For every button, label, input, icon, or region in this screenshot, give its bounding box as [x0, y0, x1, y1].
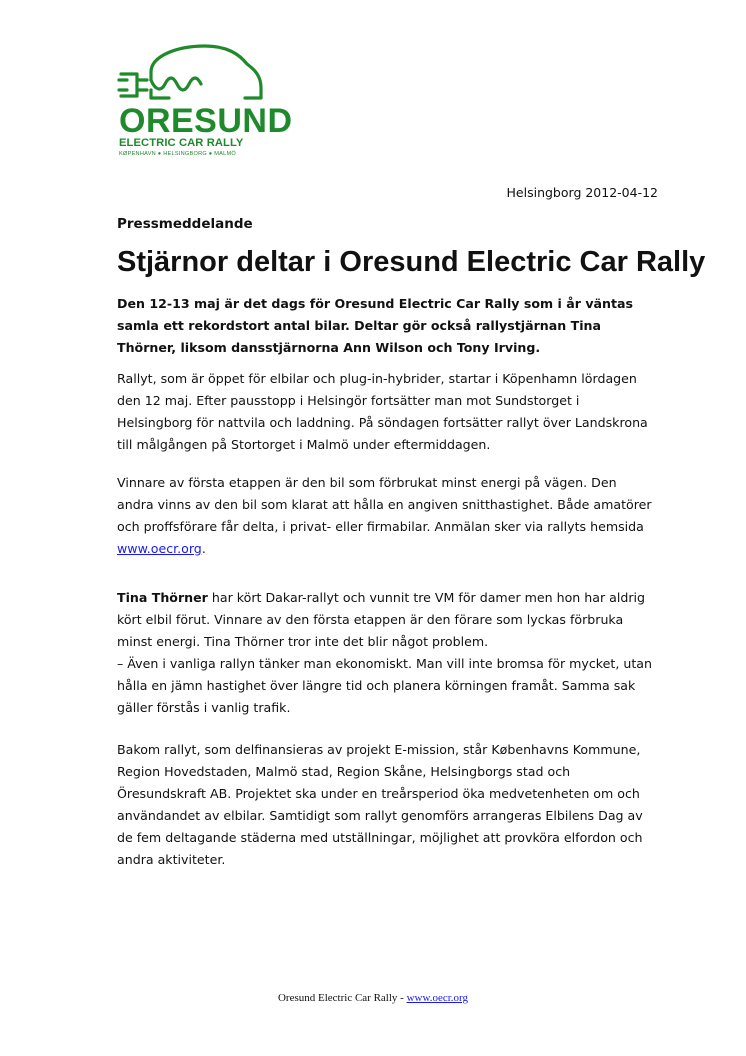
headline: Stjärnor deltar i Oresund Electric Car Rally [117, 246, 706, 278]
press-date: Helsingborg 2012-04-12 [506, 185, 658, 200]
paragraph-stages-end: . [201, 541, 206, 556]
paragraph-stages [117, 472, 657, 560]
person-name: Tina Thörner [117, 590, 208, 605]
lead-paragraph: Den 12-13 maj är det dags för Oresund Electric Car Rally som i år väntas samla ett rekordstort antal bilar. Deltar gör också rallystjärnan Tina Thörner, liksom dansstjärnorna Ann Wilson och Tony Irving. [117, 296, 634, 355]
logo-name: ORESUND [119, 102, 293, 140]
paragraph-stages-text: Vinnare av första etappen är den bil som förbrukat minst energi på vägen. Den andra vinns av den bil som klarat att hålla en angiven snitthastighet. Både amatörer och proffsförare får delta, i privat- eller firmabilar. Anmälan sker via rallyts hemsida [117, 475, 652, 534]
footer [0, 992, 746, 1004]
paragraph-tina [117, 587, 657, 719]
oresund-logo [117, 44, 293, 157]
car-plug-icon [117, 44, 267, 106]
footer-link[interactable]: www.oecr.org [406, 992, 468, 1004]
quote: – Även i vanliga rallyn tänker man ekonomiskt. Man vill inte bromsa för mycket, utan hålla en jämn hastighet över längre tid och planera körningen framåt. Samma sak gäller förstås i vanlig trafik. [117, 656, 652, 715]
press-release-label: Pressmeddelande [117, 216, 253, 232]
website-link[interactable]: www.oecr.org [117, 541, 202, 556]
logo-cities: KØPENHAVN ● HELSINGBORG ● MALMÖ [119, 151, 236, 157]
paragraph-route: Rallyt, som är öppet för elbilar och plug-in-hybrider, startar i Köpenhamn lördagen den 12 maj. Efter pausstopp i Helsingör fortsätter man mot Sundstorget i Helsingborg för nattvila och laddning. På söndagen fortsätter rallyt över Landskrona till målgången på Stortorget i Malmö under eftermiddagen. [117, 371, 648, 452]
paragraph-tina-text: har kört Dakar-rallyt och vunnit tre VM för damer men hon har aldrig kört elbil förut. Vinnare av den första etappen är den förare som lyckas förbruka minst energi. Tina Thörner tror inte det blir något problem. [117, 590, 646, 649]
paragraph-sponsors: Bakom rallyt, som delfinansieras av projekt E-mission, står Københavns Kommune, Region Hovedstaden, Malmö stad, Region Skåne, Helsingborgs stad och Öresundskraft AB. Projektet ska under en treårsperiod öka medvetenheten om och användandet av elbilar. Samtidigt som rallyt genomförs arrangeras Elbilens Dag av de fem deltagande städerna med utställningar, möjlighet att provköra elfordon och andra aktiviteter. [117, 742, 643, 867]
logo-subtitle: ELECTRIC CAR RALLY [119, 137, 244, 149]
footer-text: Oresund Electric Car Rally - [277, 992, 407, 1004]
